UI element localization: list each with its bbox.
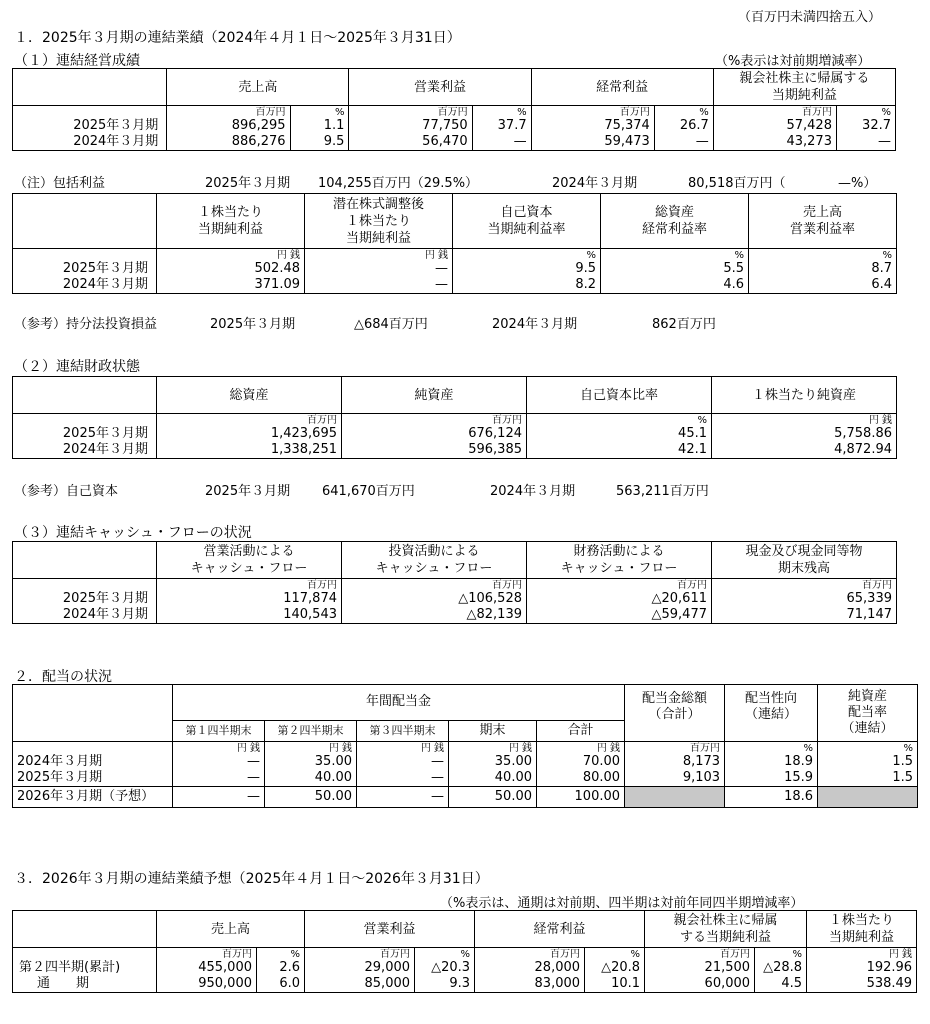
header-year-end: 期末 bbox=[449, 720, 537, 741]
unit-cell: 百万円 bbox=[167, 106, 290, 119]
value-cell: 455,000 bbox=[157, 960, 257, 976]
comprehensive-income-pct2: —%） bbox=[838, 176, 877, 191]
row-label: 2024年３月期 bbox=[13, 277, 157, 294]
header-doe: 純資産 配当率 （連結） bbox=[818, 685, 918, 742]
unit-cell: % bbox=[415, 948, 475, 961]
equity-period1: 2025年３月期 bbox=[205, 484, 291, 499]
header-equity-ratio: 自己資本比率 bbox=[527, 377, 712, 414]
header-operating-income: 営業利益 bbox=[349, 69, 531, 106]
value-cell: 35.00 bbox=[449, 754, 537, 770]
value-cell: 18.6 bbox=[725, 787, 818, 808]
value-cell: 9,103 bbox=[625, 770, 725, 787]
header-blank bbox=[13, 377, 157, 414]
value-cell: 1,338,251 bbox=[157, 442, 342, 459]
comprehensive-income-label: （注）包括利益 bbox=[14, 176, 106, 191]
unit-cell: 百万円 bbox=[305, 948, 415, 961]
forecast-pct-note: （%表示は、通期は対前期、四半期は対前年同四半期増減率） bbox=[440, 896, 804, 911]
header-net-assets: 純資産 bbox=[342, 377, 527, 414]
unit-cell: % bbox=[725, 742, 818, 755]
value-cell: 192.96 bbox=[807, 960, 917, 976]
value-cell: — bbox=[305, 277, 453, 294]
value-cell: 26.7 bbox=[654, 118, 713, 134]
value-cell: 1,423,695 bbox=[157, 426, 342, 442]
value-cell: 71,147 bbox=[712, 607, 897, 624]
unit-cell: 百万円 bbox=[342, 579, 527, 592]
value-cell: 59,473 bbox=[531, 134, 654, 151]
unit-cell: 円 銭 bbox=[712, 414, 897, 427]
value-cell: — bbox=[836, 134, 895, 151]
unit-cell: % bbox=[654, 106, 713, 119]
value-cell: 9.5 bbox=[290, 134, 349, 151]
value-cell: 45.1 bbox=[527, 426, 712, 442]
unit-cell: 百万円 bbox=[531, 106, 654, 119]
unit-cell: % bbox=[755, 948, 807, 961]
value-cell: — bbox=[654, 134, 713, 151]
equity-label: （参考）自己資本 bbox=[14, 484, 119, 499]
unit-cell: 百万円 bbox=[713, 106, 836, 119]
forecast-table bbox=[12, 910, 917, 993]
value-cell bbox=[625, 787, 725, 808]
value-cell: △82,139 bbox=[342, 607, 527, 624]
header-investing-cf: 投資活動による キャッシュ・フロー bbox=[342, 542, 527, 579]
unit-cell: 円 銭 bbox=[537, 742, 625, 755]
value-cell: — bbox=[305, 261, 453, 277]
value-cell: 896,295 bbox=[167, 118, 290, 134]
value-cell: 8,173 bbox=[625, 754, 725, 770]
value-cell: 40.00 bbox=[265, 770, 357, 787]
unit-cell: 百万円 bbox=[712, 579, 897, 592]
header-blank bbox=[13, 911, 157, 948]
table-row bbox=[13, 442, 897, 459]
section1-title: １．2025年３月期の連結業績（2024年４月１日～2025年３月31日） bbox=[14, 30, 461, 46]
unit-note: （百万円未満四捨五入） bbox=[738, 10, 882, 25]
value-cell: 37.7 bbox=[472, 118, 531, 134]
header-roe: 自己資本 当期純利益率 bbox=[453, 194, 601, 249]
value-cell: 5.5 bbox=[601, 261, 749, 277]
value-cell: 676,124 bbox=[342, 426, 527, 442]
header-bps: １株当たり純資産 bbox=[712, 377, 897, 414]
value-cell: 29,000 bbox=[305, 960, 415, 976]
unit-cell: 百万円 bbox=[342, 414, 527, 427]
table-row bbox=[13, 134, 896, 151]
header-blank bbox=[13, 69, 167, 106]
forecast-title: ３．2026年３月期の連結業績予想（2025年４月１日～2026年３月31日） bbox=[14, 871, 489, 887]
value-cell bbox=[818, 787, 918, 808]
unit-cell: 百万円 bbox=[625, 742, 725, 755]
header-q2: 第２四半期末 bbox=[265, 720, 357, 741]
cash-flow-table bbox=[12, 541, 897, 624]
unit-cell: 円 銭 bbox=[305, 249, 453, 262]
value-cell: 15.9 bbox=[725, 770, 818, 787]
value-cell: 28,000 bbox=[475, 960, 585, 976]
value-cell: 70.00 bbox=[537, 754, 625, 770]
value-cell: 140,543 bbox=[157, 607, 342, 624]
header-ordinary-income: 経常利益 bbox=[475, 911, 645, 948]
table-row bbox=[13, 770, 918, 787]
value-cell: 538.49 bbox=[807, 976, 917, 993]
operating-results-table bbox=[12, 68, 896, 151]
unit-cell: % bbox=[601, 249, 749, 262]
unit-cell: 百万円 bbox=[527, 579, 712, 592]
table-row bbox=[13, 426, 897, 442]
unit-cell: 円 銭 bbox=[265, 742, 357, 755]
value-cell: △20.8 bbox=[585, 960, 645, 976]
section1-subtitle: （１）連結経営成績 bbox=[14, 53, 140, 69]
value-cell: — bbox=[173, 770, 265, 787]
value-cell: — bbox=[173, 787, 265, 808]
table-row bbox=[13, 591, 897, 607]
unit-cell: % bbox=[585, 948, 645, 961]
comprehensive-income-period2: 2024年３月期 bbox=[552, 176, 638, 191]
header-sales: 売上高 bbox=[167, 69, 349, 106]
per-share-table bbox=[12, 193, 897, 294]
value-cell: 42.1 bbox=[527, 442, 712, 459]
header-operating-cf: 営業活動による キャッシュ・フロー bbox=[157, 542, 342, 579]
header-annual-dividend: 年間配当金 bbox=[173, 685, 625, 721]
unit-cell: 百万円 bbox=[157, 948, 257, 961]
unit-cell: % bbox=[836, 106, 895, 119]
header-q1: 第１四半期末 bbox=[173, 720, 265, 741]
equity-method-label: （参考）持分法投資損益 bbox=[14, 317, 158, 332]
unit-cell: 百万円 bbox=[157, 579, 342, 592]
table-row bbox=[13, 277, 897, 294]
value-cell: 1.1 bbox=[290, 118, 349, 134]
value-cell: — bbox=[173, 754, 265, 770]
header-eps: １株当たり 当期純利益 bbox=[157, 194, 305, 249]
header-net-income: 親会社株主に帰属 する当期純利益 bbox=[645, 911, 807, 948]
value-cell: 4,872.94 bbox=[712, 442, 897, 459]
value-cell: — bbox=[357, 787, 449, 808]
row-label: 2025年３月期 bbox=[13, 591, 157, 607]
equity-method-period2: 2024年３月期 bbox=[492, 317, 578, 332]
value-cell: — bbox=[357, 770, 449, 787]
dividends-table bbox=[12, 684, 918, 808]
value-cell: △106,528 bbox=[342, 591, 527, 607]
unit-cell: 百万円 bbox=[157, 414, 342, 427]
header-blank bbox=[13, 542, 157, 579]
unit-cell: 百万円 bbox=[475, 948, 585, 961]
value-cell: 9.5 bbox=[453, 261, 601, 277]
header-sales: 売上高 bbox=[157, 911, 305, 948]
dividends-title: ２．配当の状況 bbox=[14, 669, 112, 685]
header-diluted-eps: 潜在株式調整後 １株当たり 当期純利益 bbox=[305, 194, 453, 249]
row-label: 2024年３月期 bbox=[13, 134, 167, 151]
unit-cell: 円 銭 bbox=[157, 249, 305, 262]
value-cell: 9.3 bbox=[415, 976, 475, 993]
equity-method-period1: 2025年３月期 bbox=[210, 317, 296, 332]
value-cell: 60,000 bbox=[645, 976, 755, 993]
value-cell: 371.09 bbox=[157, 277, 305, 294]
value-cell: 75,374 bbox=[531, 118, 654, 134]
table-row bbox=[13, 787, 918, 808]
value-cell: 35.00 bbox=[265, 754, 357, 770]
value-cell: 57,428 bbox=[713, 118, 836, 134]
unit-cell: 百万円 bbox=[645, 948, 755, 961]
header-blank bbox=[13, 194, 157, 249]
header-payout-ratio: 配当性向 （連結） bbox=[725, 685, 818, 742]
value-cell: 100.00 bbox=[537, 787, 625, 808]
header-q3: 第３四半期末 bbox=[357, 720, 449, 741]
value-cell: 32.7 bbox=[836, 118, 895, 134]
row-label: 2025年３月期 bbox=[13, 770, 173, 787]
comprehensive-income-period1: 2025年３月期 bbox=[205, 176, 291, 191]
table-row bbox=[13, 976, 917, 993]
unit-cell: % bbox=[818, 742, 918, 755]
header-net-income: 親会社株主に帰属する 当期純利益 bbox=[713, 69, 895, 106]
section3-subtitle: （３）連結キャッシュ・フローの状況 bbox=[14, 525, 252, 541]
value-cell: △28.8 bbox=[755, 960, 807, 976]
header-cash-balance: 現金及び現金同等物 期末残高 bbox=[712, 542, 897, 579]
value-cell: 596,385 bbox=[342, 442, 527, 459]
unit-cell: % bbox=[749, 249, 897, 262]
header-total: 合計 bbox=[537, 720, 625, 741]
value-cell: 950,000 bbox=[157, 976, 257, 993]
table-row bbox=[13, 261, 897, 277]
value-cell: △20,611 bbox=[527, 591, 712, 607]
table-row bbox=[13, 960, 917, 976]
header-total-dividend: 配当金総額 （合計） bbox=[625, 685, 725, 742]
value-cell: — bbox=[357, 754, 449, 770]
unit-cell: 円 銭 bbox=[449, 742, 537, 755]
value-cell: 65,339 bbox=[712, 591, 897, 607]
value-cell: 502.48 bbox=[157, 261, 305, 277]
value-cell: 6.0 bbox=[257, 976, 305, 993]
value-cell: △20.3 bbox=[415, 960, 475, 976]
row-label: 2024年３月期 bbox=[13, 754, 173, 770]
value-cell: 1.5 bbox=[818, 770, 918, 787]
section2-subtitle: （２）連結財政状態 bbox=[14, 359, 140, 375]
value-cell: △59,477 bbox=[527, 607, 712, 624]
comprehensive-income-value2: 80,518百万円（ bbox=[688, 176, 786, 191]
header-total-assets: 総資産 bbox=[157, 377, 342, 414]
value-cell: 8.2 bbox=[453, 277, 601, 294]
header-operating-margin: 売上高 営業利益率 bbox=[749, 194, 897, 249]
table-row bbox=[13, 607, 897, 624]
header-operating-income: 営業利益 bbox=[305, 911, 475, 948]
equity-method-value1: △684百万円 bbox=[354, 317, 428, 332]
unit-cell: % bbox=[453, 249, 601, 262]
comprehensive-income-value1: 104,255百万円（29.5%） bbox=[318, 176, 479, 191]
value-cell: 8.7 bbox=[749, 261, 897, 277]
row-label: 通 期 bbox=[13, 976, 157, 993]
value-cell: 85,000 bbox=[305, 976, 415, 993]
unit-cell: 百万円 bbox=[349, 106, 472, 119]
unit-cell: % bbox=[527, 414, 712, 427]
value-cell: 50.00 bbox=[449, 787, 537, 808]
unit-cell: 円 銭 bbox=[173, 742, 265, 755]
row-label: 2026年３月期（予想） bbox=[13, 787, 173, 808]
row-label: 第２四半期(累計) bbox=[13, 960, 157, 976]
equity-period2: 2024年３月期 bbox=[490, 484, 576, 499]
value-cell: 56,470 bbox=[349, 134, 472, 151]
equity-value1: 641,670百万円 bbox=[322, 484, 415, 499]
value-cell: 50.00 bbox=[265, 787, 357, 808]
table-row bbox=[13, 118, 896, 134]
row-label: 2025年３月期 bbox=[13, 118, 167, 134]
row-label: 2024年３月期 bbox=[13, 442, 157, 459]
value-cell: 2.6 bbox=[257, 960, 305, 976]
unit-cell: % bbox=[290, 106, 349, 119]
header-blank bbox=[13, 685, 173, 742]
row-label: 2025年３月期 bbox=[13, 426, 157, 442]
header-eps: １株当たり 当期純利益 bbox=[807, 911, 917, 948]
value-cell: 21,500 bbox=[645, 960, 755, 976]
header-financing-cf: 財務活動による キャッシュ・フロー bbox=[527, 542, 712, 579]
equity-method-value2: 862百万円 bbox=[652, 317, 716, 332]
value-cell: 43,273 bbox=[713, 134, 836, 151]
header-ordinary-income: 経常利益 bbox=[531, 69, 713, 106]
value-cell: 40.00 bbox=[449, 770, 537, 787]
unit-cell: 円 銭 bbox=[357, 742, 449, 755]
value-cell: 6.4 bbox=[749, 277, 897, 294]
value-cell: 10.1 bbox=[585, 976, 645, 993]
value-cell: 77,750 bbox=[349, 118, 472, 134]
section1-pct-note: （%表示は対前期増減率） bbox=[715, 54, 871, 69]
value-cell: 886,276 bbox=[167, 134, 290, 151]
value-cell: 18.9 bbox=[725, 754, 818, 770]
value-cell: — bbox=[472, 134, 531, 151]
value-cell: 1.5 bbox=[818, 754, 918, 770]
row-label: 2024年３月期 bbox=[13, 607, 157, 624]
value-cell: 4.5 bbox=[755, 976, 807, 993]
unit-cell: 円 銭 bbox=[807, 948, 917, 961]
table-row bbox=[13, 754, 918, 770]
unit-cell: % bbox=[257, 948, 305, 961]
financial-position-table bbox=[12, 376, 897, 459]
value-cell: 4.6 bbox=[601, 277, 749, 294]
unit-cell: % bbox=[472, 106, 531, 119]
value-cell: 117,874 bbox=[157, 591, 342, 607]
value-cell: 5,758.86 bbox=[712, 426, 897, 442]
row-label: 2025年３月期 bbox=[13, 261, 157, 277]
header-roa: 総資産 経常利益率 bbox=[601, 194, 749, 249]
value-cell: 83,000 bbox=[475, 976, 585, 993]
value-cell: 80.00 bbox=[537, 770, 625, 787]
equity-value2: 563,211百万円 bbox=[616, 484, 709, 499]
